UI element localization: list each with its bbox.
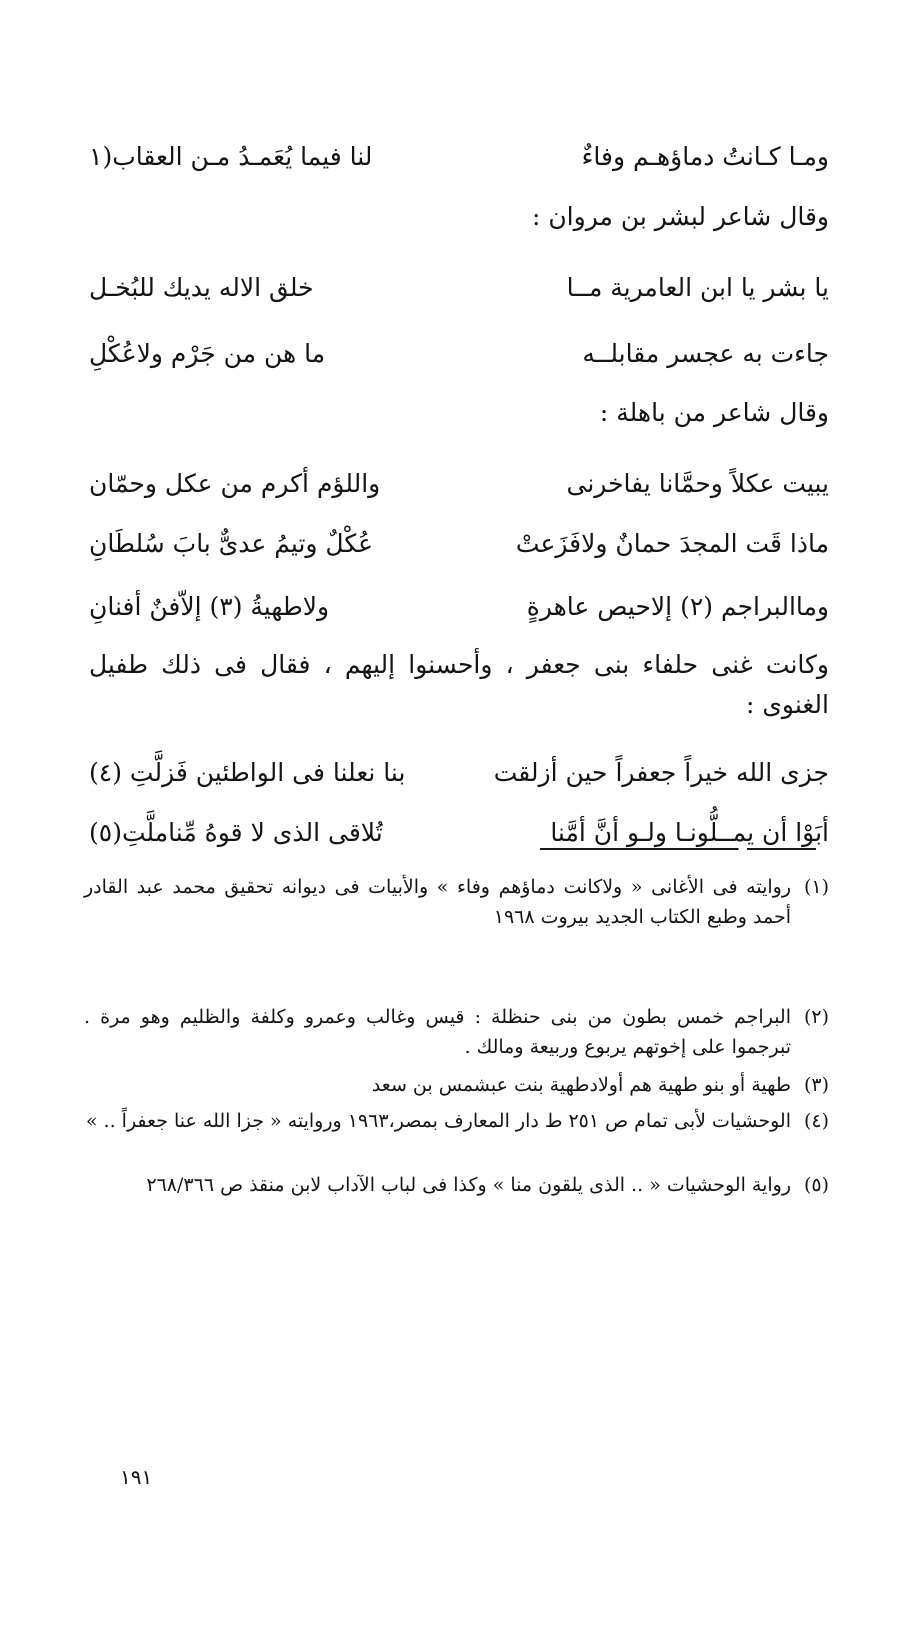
verse-line-1 <box>89 137 829 177</box>
verse-hemistich-second: لنا فيما يُعَمـدُ مـن العقاب(١ <box>89 142 373 171</box>
verse-line-5 <box>89 524 829 564</box>
verse-hemistich-first: ومـا كـانتُ دماؤهـم وفاءٌ <box>581 142 829 171</box>
intro-tufayl: وكانت غنى حلفاء بنى جعفر ، وأحسنوا إليهم ، فقال فى ذلك طفيل الغنوى : <box>89 650 829 719</box>
intro-bahila: وقال شاعر من باهلة : <box>599 398 829 427</box>
intro-bishr: وقال شاعر لبشر بن مروان : <box>531 202 829 231</box>
footnote-separator <box>540 848 816 851</box>
verse-line-8 <box>89 813 829 853</box>
footnote-number: (٤) <box>803 1110 829 1132</box>
verse-line-4 <box>89 464 829 504</box>
verse-hemistich-second: بنا نعلنا فى الواطئين فَزلَّتِ (٤) <box>89 758 406 787</box>
verse-line-6 <box>89 587 829 627</box>
footnote-number: (١) <box>803 876 829 898</box>
footnote-number: (٥) <box>803 1174 829 1196</box>
verse-hemistich-first: جزى الله خيراً جعفراً حين أزلقت <box>493 758 829 787</box>
verse-line-2 <box>89 268 829 308</box>
verse-hemistich-first: يا بشر يا ابن العامرية مــا <box>566 273 829 302</box>
footnote-text: البراجم خمس بطون من بنى حنظلة : قيس وغالب وعمرو وكلفة والظليم وهو مرة . تبرجموا على إخوتهم يربوع وربيعة ومالك . <box>84 1006 791 1058</box>
verse-hemistich-first: يبيت عكلاً وحمَّانا يفاخرنى <box>566 469 829 498</box>
verse-hemistich-first: ماذا قَت المجدَ حمانٌ ولافَزَعتْ <box>515 529 829 558</box>
footnote-number: (٢) <box>803 1006 829 1028</box>
verse-hemistich-first: جاءت به عجسر مقابلــه <box>582 339 829 368</box>
footnote-1 <box>84 872 829 932</box>
footnote-5 <box>84 1170 829 1200</box>
footnote-3 <box>84 1070 829 1100</box>
verse-hemistich-first: وماالبراجم (٢) إلاحيص عاهرةٍ <box>526 592 829 621</box>
footnote-2 <box>84 1002 829 1062</box>
footnote-4 <box>84 1106 829 1136</box>
verse-hemistich-second: تُلاقى الذى لا قوهُ مِّناملَّتِ(٥) <box>89 818 383 847</box>
verse-hemistich-second: ما هن من جَرْم ولاعُكْلِ <box>89 339 326 368</box>
verse-hemistich-first: أبَوْا أن يمــلُّونـا ولـو أنَّ أمَّنا <box>550 818 829 847</box>
verse-line-3 <box>89 334 829 374</box>
footnote-number: (٣) <box>803 1074 829 1096</box>
footnote-text: الوحشيات لأبى تمام ص ٢٥١ ط دار المعارف بمصر،١٩٦٣ وروايته « جزا الله عنا جعفراً .. » <box>85 1110 791 1132</box>
verse-hemistich-second: خلق الاله يديك للبُخـل <box>89 273 314 302</box>
verse-hemistich-second: واللؤم أكرم من عكل وحمّان <box>89 469 381 498</box>
footnote-text: رواية الوحشيات « .. الذى يلقون منا » وكذا فى لباب الآداب لابن منقذ ص ٢٦٨/٣٦٦ <box>146 1174 791 1196</box>
verse-hemistich-second: ولاطهيةُ (٣) إلاّفنٌ أفنانِ <box>89 592 330 621</box>
footnote-text: طهية أو بنو طهية هم أولادطهية بنت عبشمس بن سعد <box>371 1074 791 1096</box>
footnote-text: روايته فى الأغانى « ولاكانت دماؤهم وفاء » والأبيات فى ديوانه تحقيق محمد عبد القادر أحمد وطبع الكتاب الجديد بيروت ١٩٦٨ <box>84 876 791 928</box>
page-number: ١٩١ <box>120 1465 153 1489</box>
verse-line-7 <box>89 753 829 793</box>
verse-hemistich-second: عُكْلٌ وتيمُ عدىٌّ بابَ سُلطَانِ <box>89 529 374 558</box>
